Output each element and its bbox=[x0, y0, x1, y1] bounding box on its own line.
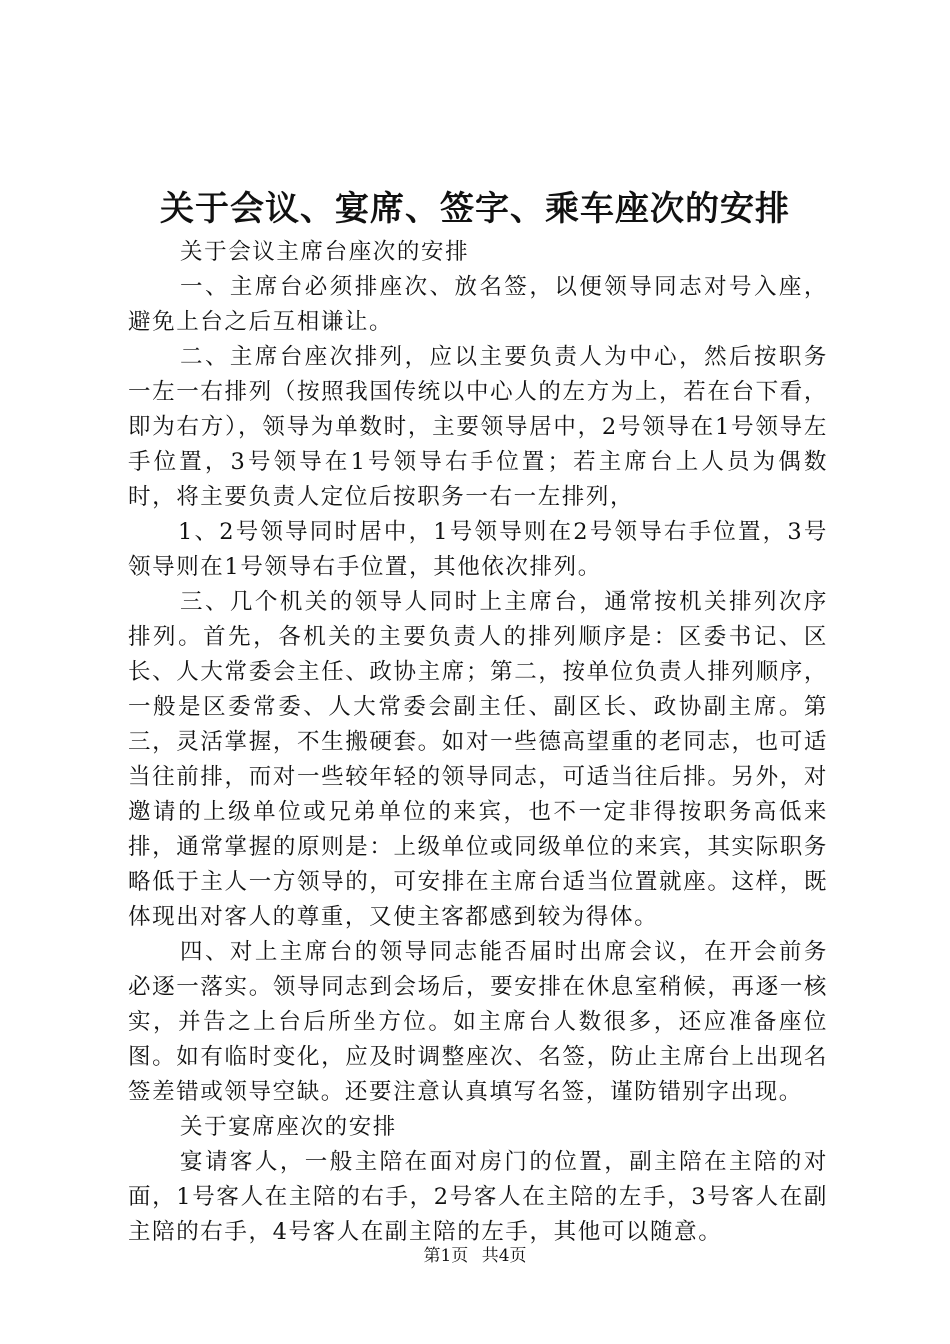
paragraph-5: 四、对上主席台的领导同志能否届时出席会议，在开会前务必逐一落实。领导同志到会场后，要安排在休息室稍候，再逐一核实，并告之上台后所坐方位。如主席台人数很多，还应准备座位图。如有临时变化，应及时调整座次、名签，防止主席台上出现名签差错或领导空缺。还要注意认真填写名签，谨防错别字出现。 bbox=[128, 939, 828, 1105]
document-title: 关于会议、宴席、签字、乘车座次的安排 bbox=[160, 189, 790, 229]
page-total: 共4页 bbox=[481, 1246, 527, 1266]
paragraph-2: 二、主席台座次排列，应以主要负责人为中心，然后按职务一左一右排列（按照我国传统以中心人的左方为上，若在台下看，即为右方），领导为单数时，主要领导居中，2号领导在1号领导左手位置，3号领导在1号领导右手位置；若主席台上人员为偶数时，将主要负责人定位后按职务一右一左排列， bbox=[128, 344, 828, 510]
section-heading-meeting: 关于会议主席台座次的安排 bbox=[180, 239, 470, 265]
page-number: 第1页 bbox=[423, 1246, 469, 1266]
paragraph-4: 三、几个机关的领导人同时上主席台，通常按机关排列次序排列。首先，各机关的主要负责人的排列顺序是：区委书记、区长、人大常委会主任、政协主席；第二，按单位负责人排列顺序，一般是区委常委、人大常委会副主任、副区长、政协副主席。第三，灵活掌握，不生搬硬套。如对一些德高望重的老同志，也可适当往前排，而对一些较年轻的领导同志，可适当往后排。另外，对邀请的上级单位或兄弟单位的来宾，也不一定非得按职务高低来排，通常掌握的原则是：上级单位或同级单位的来宾，其实际职务略低于主人一方领导的，可安排在主席台适当位置就座。这样，既体现出对客人的尊重，又使主客都感到较为得体。 bbox=[128, 589, 828, 930]
document-body bbox=[128, 235, 828, 1250]
section-heading-banquet: 关于宴席座次的安排 bbox=[180, 1114, 397, 1140]
paragraph-1: 一、主席台必须排座次、放名签，以便领导同志对号入座，避免上台之后互相谦让。 bbox=[128, 274, 828, 335]
paragraph-3: 1、2号领导同时居中，1号领导则在2号领导右手位置，3号领导则在1号领导右手位置，其他依次排列。 bbox=[128, 519, 828, 580]
page-footer bbox=[0, 1244, 950, 1268]
paragraph-6: 宴请客人，一般主陪在面对房门的位置，副主陪在主陪的对面，1号客人在主陪的右手，2号客人在主陪的左手，3号客人在副主陪的右手，4号客人在副主陪的左手，其他可以随意。 bbox=[128, 1149, 828, 1245]
